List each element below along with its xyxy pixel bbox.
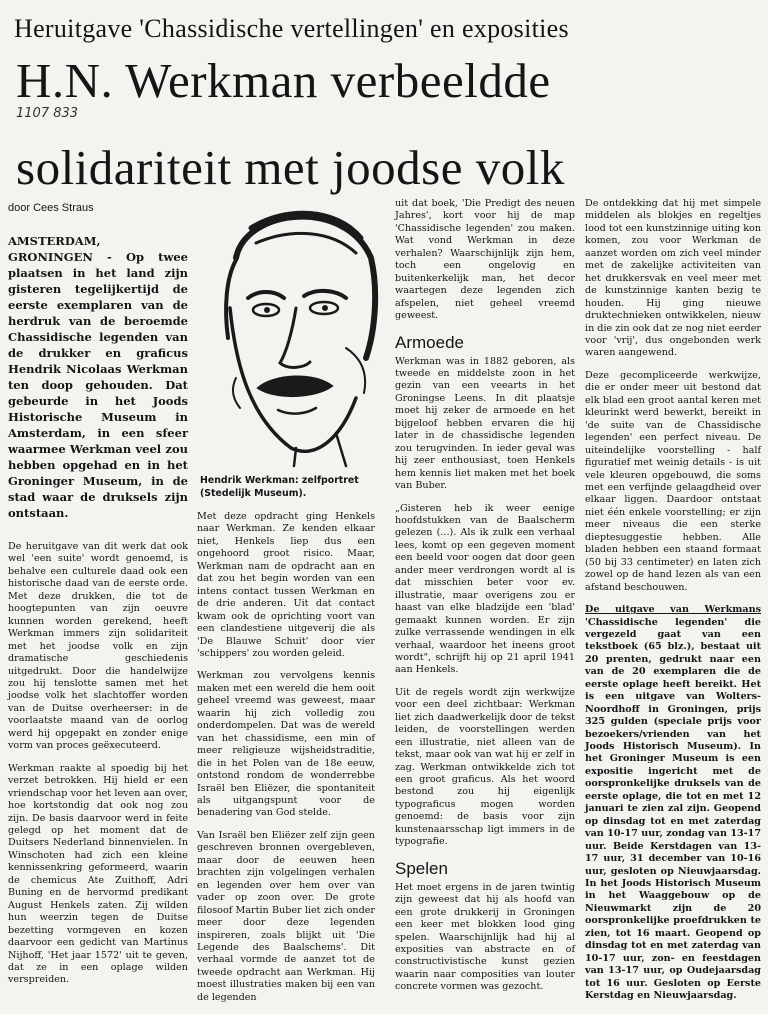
paragraph: Werkman zou vervolgens kennis maken met een wereld die hem ooit geheel vreemd was geweest, maar waarin hij zich volledig zou onderdompelen. Dat was de wereld van het chassidisme, een min of meer religieuze wijsheidstraditie, die in het Polen van de 18e eeuw, ontstond rondom de wonderrebbe Israël ben Eliëzer, die spontaniteit als uitgangspunt voor de benadering van God stelde. (197, 670, 375, 819)
exhibition-info-box (585, 604, 761, 1003)
self-portrait-image (196, 198, 382, 468)
paragraph: Werkman raakte al spoedig bij het verzet betrokken. Hij hield er een vriendschap voor het leven aan over, hoe kortstondig dat ook nog zou zijn. De basis daarvoor werd in feite gelegd op het moment dat de Duitsers Nederland binnenvielen. In Winschoten had zich een kleine kennissenkring geformeerd, waarin de chemicus Ate Zuithoff, Adri Buning en de hervormd predikant August Henkels zaten. Zij wilden hun weerzin tegen de Duitse bezetting vormgeven en kozen daarvoor een gedicht van Martinus Nijhoff, 'Het jaar 1572' uit te geven, dat ze in een oplage wilden verspreiden. (8, 762, 188, 986)
paragraph: „Gisteren heb ik weer eenige hoofdstukken van de Baalscherm gelezen (...). Als ik zulk een verhaal lees, komt op een gegeven moment een beeld voor oogen dat door geen ander meer verdrongen wordt al is dat misschien beter voor ev. illustratie, maar overigens zou er haast van elke bladzijde een 'blad' gemaakt kunnen worden. Er zijn zulke verrassende wendingen in elk verhaal, waardoor het ineens groot wordt", schrijft hij op 21 april 1941 aan Henkels. (395, 502, 575, 676)
paragraph: Werkman was in 1882 geboren, als tweede en middelste zoon in het gezin van een veearts in het Groningse Leens. In dit plaatsje moet hij zeker de armoede en het bijgeloof hebben ervaren die hij later in de chassidische legenden zou terugvinden. In ieder geval was hij zeer enthousiast, toen Henkels hem kennis liet maken met het boek van Buber. (395, 355, 575, 492)
subheading-armoede: Armoede (395, 332, 464, 352)
kicker: Heruitgave 'Chassidische vertellingen' en exposities (14, 14, 569, 43)
column-3 (395, 198, 575, 1004)
paragraph: De heruitgave van dit werk dat ook wel 'een suite' wordt genoemd, is behalve een culturele daad ook een historische daad van de eerste orde. Met deze drukken, die tot de hoogtepunten van zijn oeuvre kunnen worden gerekend, heeft Werkman immers zijn solidariteit met het joodse volk en zijn dramatische geschiedenis uitgedrukt. Door die handelwijze zou hij tenslotte samen met het joodse volk het slachtoffer worden van de Duitse overheerser: in de voorlaatste maand van de oorlog werd hij opgepakt en zonder enige vorm van proces geëxecuteerd. (8, 541, 188, 752)
headline-line-2: solidariteit met joodse volk (16, 140, 565, 195)
portrait-caption: Hendrik Werkman: zelfportret (Stedelijk Museum). (200, 475, 359, 499)
paragraph: Uit de regels wordt zijn werkwijze voor een deel zichtbaar: Werkman liet zich daadwerkelijk door de tekst leiden, de voorstellingen werden een illustratie, niet alleen van de tekst, maar ook van wat hij er zelf in zag. Werkman ontwikkelde zich tot een groot graficus. Als het woord bestond zou hij eigenlijk typograficus mogen worden genoemd: de basis voor zijn kunstenaarsschap ligt immers in de typografie. (395, 686, 575, 848)
paragraph: De ontdekking dat hij met simpele middelen als blokjes en regeltjes lood tot een kunstzinnige uiting kon komen, zou voor Werkman de aanzet worden om zich veel minder met de zakelijke activiteiten van het drukkersvak en veel meer met de kunstzinnige kanten bezig te houden. Hij ging nieuwe druktechnieken ontwikkelen, nieuw in die zin ook dat ze nog niet eerder voor 'vrij', dus ongebonden werk waren aangewend. (585, 198, 761, 359)
paragraph: uit dat boek, 'Die Predigt des neuen Jahres', kort voor hij de map 'Chassidische legenden' zou maken. Wat vond Werkman in deze verhalen? Waarschijnlijk zijn hem, toch een ongelovig en buitenkerkelijk man, het decor waartegen deze legenden zich afspelen, niet geheel vreemd geweest. (395, 198, 575, 322)
paragraph: Het moet ergens in de jaren twintig zijn geweest dat hij als hoofd van een grote drukkerij in Groningen een keer met blokken lood ging spelen. Waarschijnlijk had hij al exposities van abstracte en of constructivistische kunst gezien waarin naar composities van louter concrete vormen was gezocht. (395, 881, 575, 993)
handwritten-note: 1107 833 (16, 106, 79, 121)
info-box-lead-in: De uitgave van Werkmans (585, 604, 761, 616)
column-1 (8, 541, 188, 997)
subheading-spelen: Spelen (395, 858, 448, 878)
headline-line-1: H.N. Werkman verbeeldde (16, 53, 551, 108)
info-box-text: 'Chassidische legenden' die vergezeld gaat van een tekstboek (65 blz.), bestaat uit 20 prenten, gedrukt naar een van de 20 exemplaren die de eerste oplage heeft bereikt. Het is een uitgave van Wolters-Noordhoff in Groningen, prijs 325 gulden (speciale prijs voor bezoekers/vrienden van het Joods Historisch Museum). In het Groninger Museum is een expositie ingericht met de oorspronkelijke druksels van de eerste oplage, die tot en met 12 januari te zien zal zijn. Geopend op dinsdag tot en met zaterdag van 10-17 uur, zondag van 13-17 uur. Beide Kerstdagen van 13-17 uur, 31 december van 10-16 uur, gesloten op Nieuwjaarsdag. In het Joods Historisch Museum in het Waaggebouw op de Nieuwmarkt zijn de 20 oorspronkelijke proefdrukken te zien, tot 16 maart. Geopend op dinsdag tot en met zaterdag van 10-17 uur, zon- en feestdagen van 13-17 uur, op Oudejaarsdag tot 16 uur. Gesloten op Eerste Kerstdag en Nieuwjaarsdag. (585, 616, 761, 1002)
column-2 (197, 511, 375, 1014)
lead-paragraph: AMSTERDAM, GRONINGEN - Op twee plaatsen in het land zijn gisteren tegelijkertijd de eerste exemplaren van de herdruk van de beroemde Chassidische legenden van de drukker en graficus Hendrik Nicolaas Werkman ten doop gehouden. Dat gebeurde in het Joods Historische Museum in Amsterdam, in een sfeer waarmee Werkman veel zou hebben opgehad en in het Groninger Museum, in de stad waar de druksels zijn ontstaan. (8, 234, 188, 520)
byline: door Cees Straus (8, 202, 94, 214)
paragraph: Met deze opdracht ging Henkels naar Werkman. Ze kenden elkaar niet, Henkels liep dus een ongehoord groot risico. Maar, Werkman nam de opdracht aan en dat zou het begin worden van een intens contact tussen Werkman en de drie anderen. Uit dat contact kwam ook de oprichting voort van een clandestiene uitgeverij die als 'De Blauwe Schuit' door vier 'schippers' zou worden geleid. (197, 511, 375, 659)
paragraph: Van Israël ben Eliëzer zelf zijn geen geschreven bronnen overgebleven, maar door de eeuwen heen brachten zijn volgelingen verhalen en legenden over hem over van vader op zoon over. De grote filosoof Martin Buber liet zich onder meer door deze legenden inspireren, zoals blijkt uit 'Die Legende des Baalschems'. Dit verhaal vormde de aanzet tot de tweede opdracht aan Werkman. Hij moest illustraties maken bij een van de legenden (197, 829, 375, 1003)
column-4 (585, 198, 761, 1013)
headline (16, 53, 756, 195)
paragraph: Deze gecompliceerde werkwijze, die er onder meer uit bestond dat elk blad een groot aantal keren met kleurinkt werd bewerkt, bereikt in 'de suite van de Chassidische legenden' een perfect niveau. De uiteindelijke voorstelling - half figuratief met weinig details - is uit vele kleuren opgebouwd, die soms met een verfijnde gelaagdheid over elkaar liggen. Daardoor ontstaat niet één enkele voorstelling; er zijn meer niveaus die een sterke dieptesuggestie hebben. Alle bladen hebben een staand formaat (50 bij 33 centimeter) en laten zich zowel op de hand lezen als van een afstand beschouwen. (585, 369, 761, 593)
